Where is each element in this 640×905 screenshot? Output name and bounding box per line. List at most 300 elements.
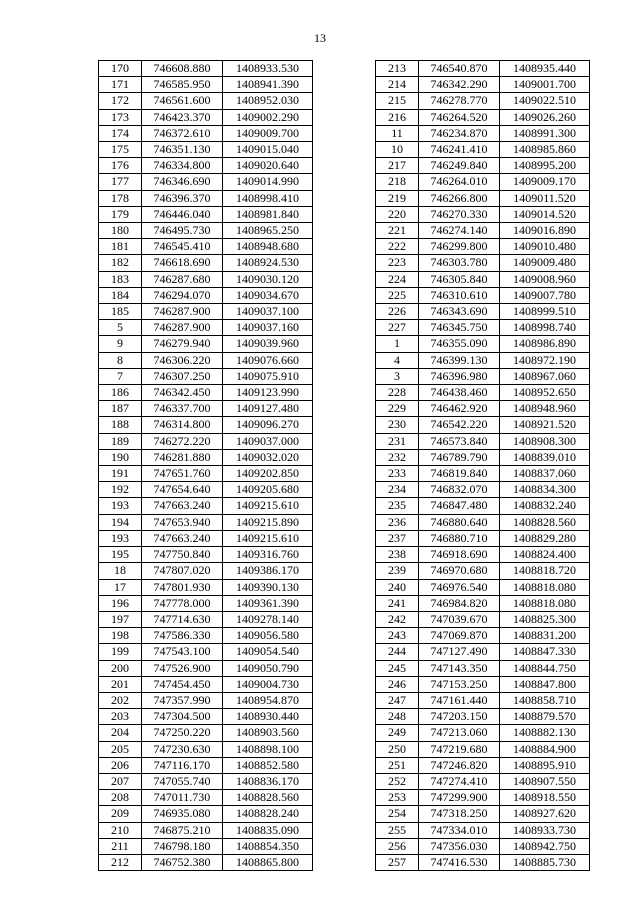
table-row xyxy=(376,352,590,368)
table-row xyxy=(99,725,313,741)
table-row xyxy=(376,271,590,287)
point-number-cell: 211 xyxy=(99,838,142,854)
table-row xyxy=(376,77,590,93)
y-coordinate-cell: 1408991.300 xyxy=(500,125,590,141)
y-coordinate-cell: 1408935.440 xyxy=(500,61,590,77)
y-coordinate-cell: 1409123.990 xyxy=(223,385,313,401)
point-number-cell: 206 xyxy=(99,757,142,773)
x-coordinate-cell: 746545.410 xyxy=(142,239,223,255)
x-coordinate-cell: 746608.880 xyxy=(142,61,223,77)
point-number-cell: 188 xyxy=(99,417,142,433)
x-coordinate-cell: 747357.990 xyxy=(142,692,223,708)
point-number-cell: 205 xyxy=(99,741,142,757)
x-coordinate-cell: 746241.410 xyxy=(419,142,500,158)
x-coordinate-cell: 747543.100 xyxy=(142,644,223,660)
table-row xyxy=(99,368,313,384)
y-coordinate-cell: 1408952.030 xyxy=(223,93,313,109)
point-number-cell: 3 xyxy=(376,368,419,384)
y-coordinate-cell: 1408818.080 xyxy=(500,595,590,611)
point-number-cell: 214 xyxy=(376,77,419,93)
y-coordinate-cell: 1408828.560 xyxy=(223,790,313,806)
x-coordinate-cell: 746306.220 xyxy=(142,352,223,368)
x-coordinate-cell: 746299.800 xyxy=(419,239,500,255)
x-coordinate-cell: 746585.950 xyxy=(142,77,223,93)
x-coordinate-cell: 746542.220 xyxy=(419,417,500,433)
table-row xyxy=(376,61,590,77)
table-row xyxy=(376,93,590,109)
table-row xyxy=(99,336,313,352)
point-number-cell: 181 xyxy=(99,239,142,255)
point-number-cell: 257 xyxy=(376,854,419,870)
table-row xyxy=(376,466,590,482)
table-row xyxy=(99,530,313,546)
table-row xyxy=(376,287,590,303)
point-number-cell: 240 xyxy=(376,579,419,595)
point-number-cell: 175 xyxy=(99,142,142,158)
point-number-cell: 185 xyxy=(99,304,142,320)
x-coordinate-cell: 746573.840 xyxy=(419,433,500,449)
table-row xyxy=(99,628,313,644)
point-number-cell: 227 xyxy=(376,320,419,336)
point-number-cell: 170 xyxy=(99,61,142,77)
y-coordinate-cell: 1408835.090 xyxy=(223,822,313,838)
point-number-cell: 243 xyxy=(376,628,419,644)
table-row xyxy=(99,676,313,692)
x-coordinate-cell: 747250.220 xyxy=(142,725,223,741)
y-coordinate-cell: 1409030.120 xyxy=(223,271,313,287)
table-row xyxy=(99,417,313,433)
point-number-cell: 213 xyxy=(376,61,419,77)
table-row xyxy=(376,449,590,465)
table-row xyxy=(376,854,590,870)
point-number-cell: 187 xyxy=(99,401,142,417)
table-row xyxy=(376,190,590,206)
point-number-cell: 173 xyxy=(99,109,142,125)
x-coordinate-cell: 747416.530 xyxy=(419,854,500,870)
y-coordinate-cell: 1408930.440 xyxy=(223,709,313,725)
table-row xyxy=(376,174,590,190)
y-coordinate-cell: 1408998.410 xyxy=(223,190,313,206)
table-row xyxy=(99,563,313,579)
point-number-cell: 194 xyxy=(99,514,142,530)
x-coordinate-cell: 746462.920 xyxy=(419,401,500,417)
point-number-cell: 220 xyxy=(376,206,419,222)
x-coordinate-cell: 747299.900 xyxy=(419,790,500,806)
y-coordinate-cell: 1408895.910 xyxy=(500,757,590,773)
point-number-cell: 202 xyxy=(99,692,142,708)
x-coordinate-cell: 746976.540 xyxy=(419,579,500,595)
point-number-cell: 250 xyxy=(376,741,419,757)
table-row xyxy=(99,385,313,401)
y-coordinate-cell: 1409016.890 xyxy=(500,223,590,239)
y-coordinate-cell: 1408836.170 xyxy=(223,773,313,789)
x-coordinate-cell: 746264.010 xyxy=(419,174,500,190)
table-row xyxy=(99,757,313,773)
y-coordinate-cell: 1409056.580 xyxy=(223,628,313,644)
y-coordinate-cell: 1409010.480 xyxy=(500,239,590,255)
x-coordinate-cell: 746314.800 xyxy=(142,417,223,433)
x-coordinate-cell: 747127.490 xyxy=(419,644,500,660)
table-row xyxy=(376,223,590,239)
point-number-cell: 8 xyxy=(99,352,142,368)
table-row xyxy=(376,628,590,644)
table-row xyxy=(376,417,590,433)
table-row xyxy=(99,773,313,789)
point-number-cell: 171 xyxy=(99,77,142,93)
x-coordinate-cell: 746287.900 xyxy=(142,320,223,336)
x-coordinate-cell: 746396.370 xyxy=(142,190,223,206)
table-row xyxy=(99,433,313,449)
y-coordinate-cell: 1409026.260 xyxy=(500,109,590,125)
point-number-cell: 225 xyxy=(376,287,419,303)
coordinates-table-right xyxy=(375,60,590,871)
x-coordinate-cell: 747807.020 xyxy=(142,563,223,579)
x-coordinate-cell: 747011.730 xyxy=(142,790,223,806)
y-coordinate-cell: 1408995.200 xyxy=(500,158,590,174)
table-row xyxy=(99,109,313,125)
table-row xyxy=(99,660,313,676)
y-coordinate-cell: 1408967.060 xyxy=(500,368,590,384)
table-row xyxy=(99,579,313,595)
point-number-cell: 233 xyxy=(376,466,419,482)
x-coordinate-cell: 746294.070 xyxy=(142,287,223,303)
x-coordinate-cell: 746345.750 xyxy=(419,320,500,336)
x-coordinate-cell: 747143.350 xyxy=(419,660,500,676)
y-coordinate-cell: 1409004.730 xyxy=(223,676,313,692)
y-coordinate-cell: 1408981.840 xyxy=(223,206,313,222)
x-coordinate-cell: 747153.250 xyxy=(419,676,500,692)
table-row xyxy=(376,158,590,174)
point-number-cell: 4 xyxy=(376,352,419,368)
point-number-cell: 246 xyxy=(376,676,419,692)
point-number-cell: 179 xyxy=(99,206,142,222)
table-row xyxy=(376,206,590,222)
point-number-cell: 183 xyxy=(99,271,142,287)
y-coordinate-cell: 1408898.100 xyxy=(223,741,313,757)
point-number-cell: 201 xyxy=(99,676,142,692)
y-coordinate-cell: 1408927.620 xyxy=(500,806,590,822)
point-number-cell: 223 xyxy=(376,255,419,271)
x-coordinate-cell: 746970.680 xyxy=(419,563,500,579)
point-number-cell: 174 xyxy=(99,125,142,141)
x-coordinate-cell: 746847.480 xyxy=(419,498,500,514)
point-number-cell: 172 xyxy=(99,93,142,109)
table-row xyxy=(376,806,590,822)
x-coordinate-cell: 747069.870 xyxy=(419,628,500,644)
y-coordinate-cell: 1408954.870 xyxy=(223,692,313,708)
y-coordinate-cell: 1408986.890 xyxy=(500,336,590,352)
table-row xyxy=(376,368,590,384)
point-number-cell: 219 xyxy=(376,190,419,206)
table-row xyxy=(99,271,313,287)
table-row xyxy=(376,482,590,498)
point-number-cell: 254 xyxy=(376,806,419,822)
table-row xyxy=(99,838,313,854)
y-coordinate-cell: 1408818.080 xyxy=(500,579,590,595)
y-coordinate-cell: 1408828.560 xyxy=(500,514,590,530)
x-coordinate-cell: 747039.670 xyxy=(419,611,500,627)
y-coordinate-cell: 1409034.670 xyxy=(223,287,313,303)
y-coordinate-cell: 1409008.960 xyxy=(500,271,590,287)
x-coordinate-cell: 746880.710 xyxy=(419,530,500,546)
x-coordinate-cell: 747801.930 xyxy=(142,579,223,595)
table-row xyxy=(99,822,313,838)
x-coordinate-cell: 747651.760 xyxy=(142,466,223,482)
x-coordinate-cell: 746342.450 xyxy=(142,385,223,401)
y-coordinate-cell: 1408882.130 xyxy=(500,725,590,741)
x-coordinate-cell: 746918.690 xyxy=(419,547,500,563)
x-coordinate-cell: 747586.330 xyxy=(142,628,223,644)
point-number-cell: 193 xyxy=(99,498,142,514)
y-coordinate-cell: 1409014.520 xyxy=(500,206,590,222)
x-coordinate-cell: 746423.370 xyxy=(142,109,223,125)
table-row xyxy=(99,206,313,222)
y-coordinate-cell: 1408832.240 xyxy=(500,498,590,514)
x-coordinate-cell: 746287.900 xyxy=(142,304,223,320)
y-coordinate-cell: 1409127.480 xyxy=(223,401,313,417)
x-coordinate-cell: 746337.700 xyxy=(142,401,223,417)
table-row xyxy=(99,320,313,336)
x-coordinate-cell: 746875.210 xyxy=(142,822,223,838)
table-row xyxy=(376,838,590,854)
point-number-cell: 198 xyxy=(99,628,142,644)
y-coordinate-cell: 1409278.140 xyxy=(223,611,313,627)
point-number-cell: 216 xyxy=(376,109,419,125)
x-coordinate-cell: 746264.520 xyxy=(419,109,500,125)
table-row xyxy=(376,644,590,660)
point-number-cell: 10 xyxy=(376,142,419,158)
y-coordinate-cell: 1408865.800 xyxy=(223,854,313,870)
point-number-cell: 245 xyxy=(376,660,419,676)
x-coordinate-cell: 747714.630 xyxy=(142,611,223,627)
x-coordinate-cell: 746342.290 xyxy=(419,77,500,93)
x-coordinate-cell: 746618.690 xyxy=(142,255,223,271)
y-coordinate-cell: 1408837.060 xyxy=(500,466,590,482)
y-coordinate-cell: 1408858.710 xyxy=(500,692,590,708)
table-row xyxy=(99,449,313,465)
table-row xyxy=(376,563,590,579)
x-coordinate-cell: 747356.030 xyxy=(419,838,500,854)
table-row xyxy=(99,142,313,158)
point-number-cell: 209 xyxy=(99,806,142,822)
y-coordinate-cell: 1409015.040 xyxy=(223,142,313,158)
y-coordinate-cell: 1408825.300 xyxy=(500,611,590,627)
x-coordinate-cell: 746819.840 xyxy=(419,466,500,482)
point-number-cell: 193 xyxy=(99,530,142,546)
x-coordinate-cell: 747213.060 xyxy=(419,725,500,741)
table-row xyxy=(99,611,313,627)
y-coordinate-cell: 1409020.640 xyxy=(223,158,313,174)
x-coordinate-cell: 746438.460 xyxy=(419,385,500,401)
x-coordinate-cell: 746343.690 xyxy=(419,304,500,320)
point-number-cell: 236 xyxy=(376,514,419,530)
point-number-cell: 178 xyxy=(99,190,142,206)
table-row xyxy=(376,336,590,352)
table-row xyxy=(376,595,590,611)
point-number-cell: 242 xyxy=(376,611,419,627)
point-number-cell: 210 xyxy=(99,822,142,838)
x-coordinate-cell: 746752.380 xyxy=(142,854,223,870)
y-coordinate-cell: 1408834.300 xyxy=(500,482,590,498)
point-number-cell: 212 xyxy=(99,854,142,870)
point-number-cell: 217 xyxy=(376,158,419,174)
point-number-cell: 189 xyxy=(99,433,142,449)
x-coordinate-cell: 746278.770 xyxy=(419,93,500,109)
page-number: 13 xyxy=(314,31,326,45)
y-coordinate-cell: 1409014.990 xyxy=(223,174,313,190)
table-row xyxy=(376,547,590,563)
table-row xyxy=(99,401,313,417)
y-coordinate-cell: 1409075.910 xyxy=(223,368,313,384)
table-row xyxy=(376,320,590,336)
table-row xyxy=(99,223,313,239)
y-coordinate-cell: 1408844.750 xyxy=(500,660,590,676)
point-number-cell: 255 xyxy=(376,822,419,838)
point-number-cell: 224 xyxy=(376,271,419,287)
x-coordinate-cell: 746234.870 xyxy=(419,125,500,141)
table-row xyxy=(99,174,313,190)
point-number-cell: 239 xyxy=(376,563,419,579)
x-coordinate-cell: 747318.250 xyxy=(419,806,500,822)
x-coordinate-cell: 746495.730 xyxy=(142,223,223,239)
point-number-cell: 215 xyxy=(376,93,419,109)
point-number-cell: 222 xyxy=(376,239,419,255)
table-row xyxy=(376,514,590,530)
point-number-cell: 234 xyxy=(376,482,419,498)
point-number-cell: 186 xyxy=(99,385,142,401)
x-coordinate-cell: 747454.450 xyxy=(142,676,223,692)
y-coordinate-cell: 1408831.200 xyxy=(500,628,590,644)
point-number-cell: 1 xyxy=(376,336,419,352)
point-number-cell: 252 xyxy=(376,773,419,789)
table-row xyxy=(99,692,313,708)
y-coordinate-cell: 1409007.780 xyxy=(500,287,590,303)
point-number-cell: 221 xyxy=(376,223,419,239)
x-coordinate-cell: 746396.980 xyxy=(419,368,500,384)
y-coordinate-cell: 1408907.550 xyxy=(500,773,590,789)
point-number-cell: 192 xyxy=(99,482,142,498)
x-coordinate-cell: 746287.680 xyxy=(142,271,223,287)
table-row xyxy=(99,304,313,320)
y-coordinate-cell: 1409009.480 xyxy=(500,255,590,271)
y-coordinate-cell: 1408941.390 xyxy=(223,77,313,93)
y-coordinate-cell: 1408885.730 xyxy=(500,854,590,870)
point-number-cell: 182 xyxy=(99,255,142,271)
x-coordinate-cell: 746984.820 xyxy=(419,595,500,611)
point-number-cell: 248 xyxy=(376,709,419,725)
y-coordinate-cell: 1408999.510 xyxy=(500,304,590,320)
table-row xyxy=(99,644,313,660)
y-coordinate-cell: 1409009.170 xyxy=(500,174,590,190)
x-coordinate-cell: 746355.090 xyxy=(419,336,500,352)
y-coordinate-cell: 1408847.330 xyxy=(500,644,590,660)
table-row xyxy=(99,125,313,141)
x-coordinate-cell: 746307.250 xyxy=(142,368,223,384)
x-coordinate-cell: 747116.170 xyxy=(142,757,223,773)
y-coordinate-cell: 1409202.850 xyxy=(223,466,313,482)
y-coordinate-cell: 1408942.750 xyxy=(500,838,590,854)
y-coordinate-cell: 1409205.680 xyxy=(223,482,313,498)
point-number-cell: 207 xyxy=(99,773,142,789)
y-coordinate-cell: 1409037.100 xyxy=(223,304,313,320)
x-coordinate-cell: 746540.870 xyxy=(419,61,500,77)
y-coordinate-cell: 1408948.680 xyxy=(223,239,313,255)
y-coordinate-cell: 1408824.400 xyxy=(500,547,590,563)
point-number-cell: 241 xyxy=(376,595,419,611)
x-coordinate-cell: 746798.180 xyxy=(142,838,223,854)
table-row xyxy=(99,352,313,368)
point-number-cell: 235 xyxy=(376,498,419,514)
table-row xyxy=(376,109,590,125)
y-coordinate-cell: 1408985.860 xyxy=(500,142,590,158)
table-row xyxy=(376,773,590,789)
y-coordinate-cell: 1409002.290 xyxy=(223,109,313,125)
y-coordinate-cell: 1408903.560 xyxy=(223,725,313,741)
point-number-cell: 17 xyxy=(99,579,142,595)
x-coordinate-cell: 747274.410 xyxy=(419,773,500,789)
table-row xyxy=(376,385,590,401)
x-coordinate-cell: 747246.820 xyxy=(419,757,500,773)
point-number-cell: 180 xyxy=(99,223,142,239)
table-row xyxy=(376,530,590,546)
x-coordinate-cell: 746249.840 xyxy=(419,158,500,174)
point-number-cell: 177 xyxy=(99,174,142,190)
x-coordinate-cell: 746935.080 xyxy=(142,806,223,822)
y-coordinate-cell: 1409215.890 xyxy=(223,514,313,530)
x-coordinate-cell: 746310.610 xyxy=(419,287,500,303)
table-row xyxy=(376,401,590,417)
x-coordinate-cell: 746346.690 xyxy=(142,174,223,190)
table-row xyxy=(376,579,590,595)
point-number-cell: 204 xyxy=(99,725,142,741)
y-coordinate-cell: 1408852.580 xyxy=(223,757,313,773)
point-number-cell: 208 xyxy=(99,790,142,806)
x-coordinate-cell: 747526.900 xyxy=(142,660,223,676)
point-number-cell: 256 xyxy=(376,838,419,854)
x-coordinate-cell: 747778.000 xyxy=(142,595,223,611)
x-coordinate-cell: 747055.740 xyxy=(142,773,223,789)
table-row xyxy=(376,433,590,449)
point-number-cell: 184 xyxy=(99,287,142,303)
x-coordinate-cell: 746270.330 xyxy=(419,206,500,222)
y-coordinate-cell: 1408972.190 xyxy=(500,352,590,368)
x-coordinate-cell: 746832.070 xyxy=(419,482,500,498)
x-coordinate-cell: 747304.500 xyxy=(142,709,223,725)
table-row xyxy=(99,190,313,206)
point-number-cell: 231 xyxy=(376,433,419,449)
x-coordinate-cell: 747219.680 xyxy=(419,741,500,757)
x-coordinate-cell: 747663.240 xyxy=(142,498,223,514)
table-row xyxy=(99,547,313,563)
x-coordinate-cell: 746372.610 xyxy=(142,125,223,141)
y-coordinate-cell: 1409096.270 xyxy=(223,417,313,433)
x-coordinate-cell: 746561.600 xyxy=(142,93,223,109)
y-coordinate-cell: 1409037.160 xyxy=(223,320,313,336)
x-coordinate-cell: 746334.800 xyxy=(142,158,223,174)
table-row xyxy=(376,125,590,141)
x-coordinate-cell: 746303.780 xyxy=(419,255,500,271)
x-coordinate-cell: 746279.940 xyxy=(142,336,223,352)
table-row xyxy=(376,757,590,773)
point-number-cell: 196 xyxy=(99,595,142,611)
table-row xyxy=(376,498,590,514)
y-coordinate-cell: 1408854.350 xyxy=(223,838,313,854)
x-coordinate-cell: 746399.130 xyxy=(419,352,500,368)
x-coordinate-cell: 746351.130 xyxy=(142,142,223,158)
table-row xyxy=(376,790,590,806)
point-number-cell: 232 xyxy=(376,449,419,465)
point-number-cell: 230 xyxy=(376,417,419,433)
